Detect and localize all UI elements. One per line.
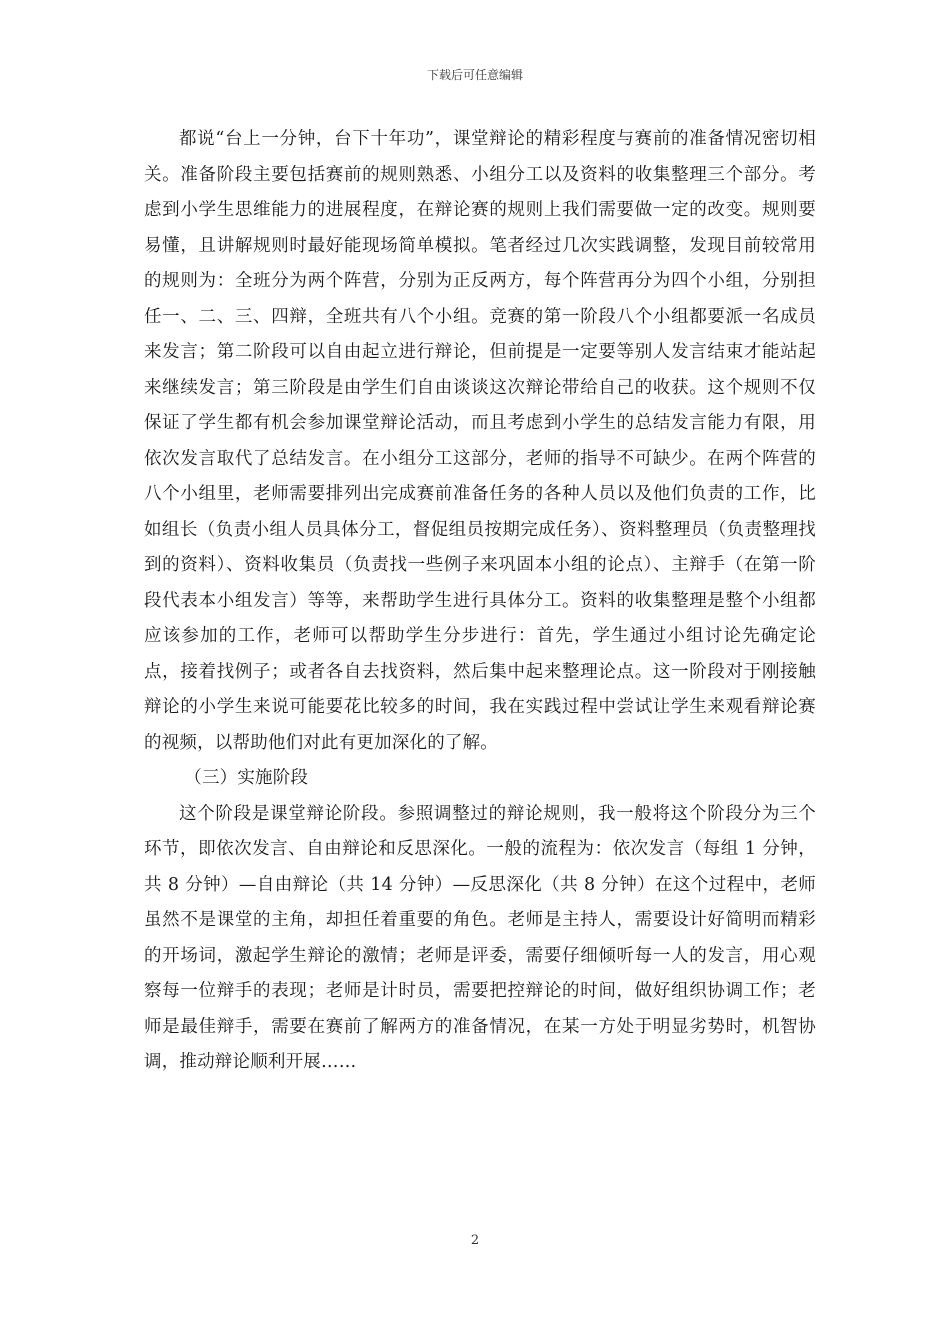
page-header: 下载后可任意编辑 <box>426 68 523 82</box>
paragraph-implementation: 这个阶段是课堂辩论阶段。参照调整过的辩论规则，我一般将这个阶段分为三个环节，即依次发言、自由辩论和反思深化。一般的流程为：依次发言（每组 1 分钟，共 8 分钟）—自由辩论（共 14 分钟）—反思深化（共 8 分钟）在这个过程中，老师虽然不是课堂的主角，却担任着重要的角色。老师是主持人，需要设计好简明而精彩的开场词，激起学生辩论的激情；老师是评委，需要仔细倾听每一人的发言，用心观察每一位辩手的表现；老师是计时员，需要把控辩论的时间，做好组织协调工作；老师是最佳辩手，需要在赛前了解两方的准备情况，在某一方处于明显劣势时，机智协调，推动辩论顺利开展…… <box>144 803 816 1072</box>
section-heading-implementation: （三）实施阶段 <box>184 768 309 788</box>
paragraph-preparation: 都说“台上一分钟，台下十年功”，课堂辩论的精彩程度与赛前的准备情况密切相关。准备阶段主要包括赛前的规则熟悉、小组分工以及资料的收集整理三个部分。考虑到小学生思维能力的进展程度，在辩论赛的规则上我们需要做一定的改变。规则要易懂，且讲解规则时最好能现场简单模拟。笔者经过几次实践调整，发现目前较常用的规则为：全班分为两个阵营，分别为正反两方，每个阵营再分为四个小组，分别担任一、二、三、四辩，全班共有八个小组。竞赛的第一阶段八个小组都要派一名成员来发言；第二阶段可以自由起立进行辩论，但前提是一定要等别人发言结束才能站起来继续发言；第三阶段是由学生们自由谈谈这次辩论带给自己的收获。这个规则不仅保证了学生都有机会参加课堂辩论活动，而且考虑到小学生的总结发言能力有限，用依次发言取代了总结发言。在小组分工这部分，老师的指导不可缺少。在两个阵营的八个小组里，老师需要排列出完成赛前准备任务的各种人员以及他们负责的工作，比如组长（负责小组人员具体分工，督促组员按期完成任务）、资料整理员（负责整理找到的资料）、资料收集员（负责找一些例子来巩固本小组的论点）、主辩手（在第一阶段代表本小组发言）等等，来帮助学生进行具体分工。资料的收集整理是整个小组都应该参加的工作，老师可以帮助学生分步进行：首先，学生通过小组讨论先确定论点，接着找例子；或者各自去找资料，然后集中起来整理论点。这一阶段对于刚接触辩论的小学生来说可能要花比较多的时间，我在实践过程中尝试让学生来观看辩论赛的视频，以帮助他们对此有更加深化的了解。 <box>144 129 816 753</box>
page-number: 2 <box>470 1233 480 1248</box>
document-body <box>144 122 816 1081</box>
